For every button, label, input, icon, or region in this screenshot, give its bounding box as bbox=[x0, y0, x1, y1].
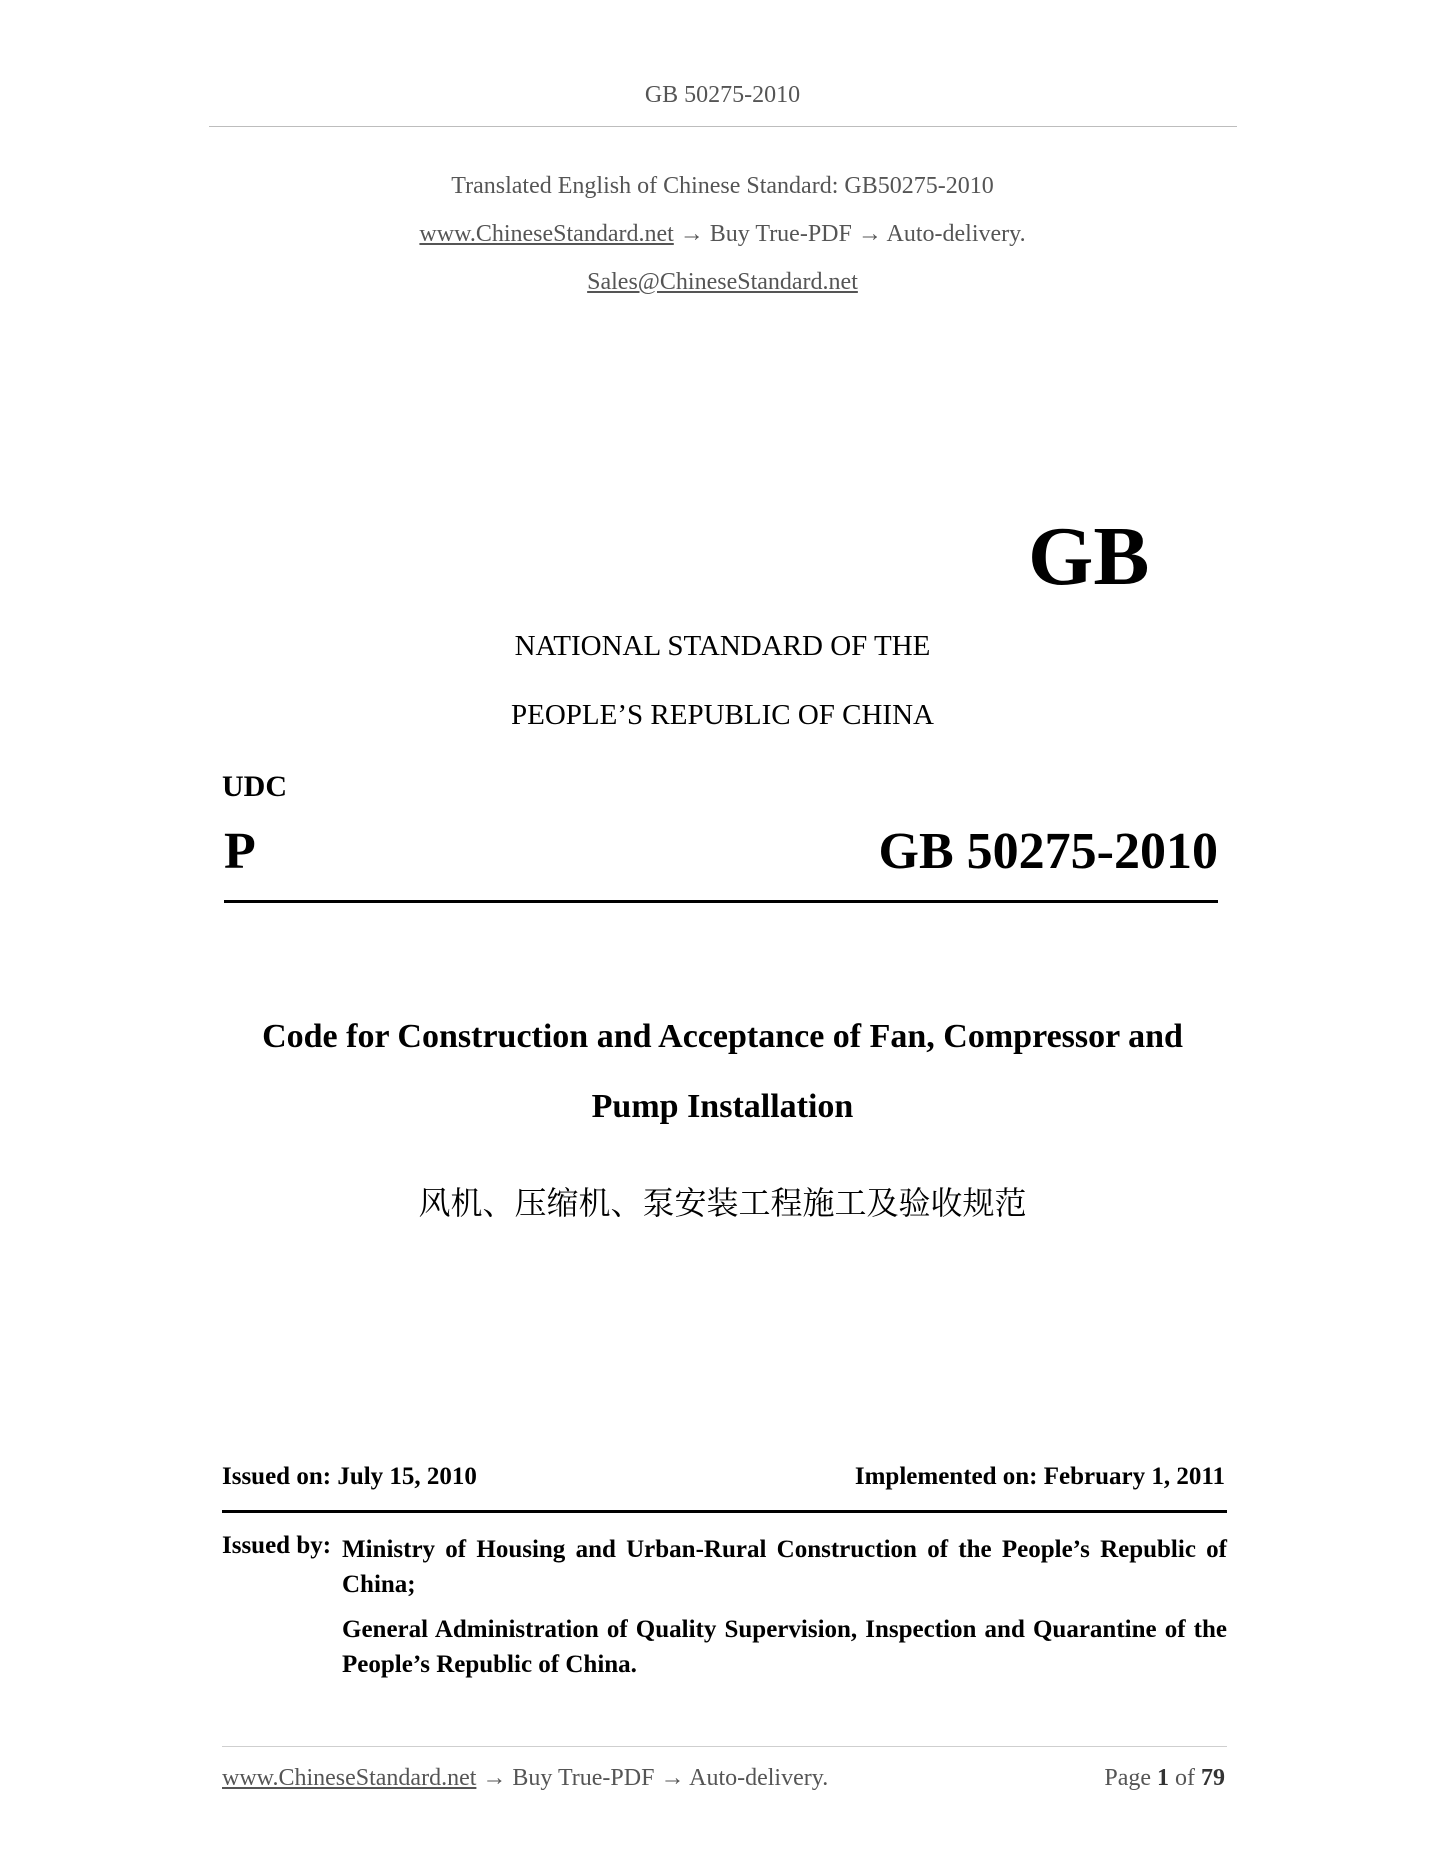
footer-promo bbox=[222, 1765, 828, 1792]
header-divider bbox=[209, 126, 1237, 127]
standard-number-divider bbox=[224, 900, 1218, 903]
page-current: 1 bbox=[1157, 1765, 1169, 1791]
issued-on-date: Issued on: July 15, 2010 bbox=[222, 1463, 477, 1490]
document-title-line-2: Pump Installation bbox=[591, 1088, 854, 1125]
page-total: 79 bbox=[1201, 1765, 1225, 1791]
issuer-ministry: Ministry of Housing and Urban-Rural Construction of the People’s Republic of China; bbox=[342, 1536, 1227, 1598]
dates-divider bbox=[222, 1510, 1227, 1513]
category-letter: P bbox=[224, 823, 256, 880]
issued-by-label: Issued by: bbox=[222, 1532, 332, 1559]
page-label: Page bbox=[1104, 1765, 1151, 1791]
gb-logo: GB bbox=[1028, 510, 1150, 603]
page-of: of bbox=[1175, 1765, 1195, 1791]
page-number bbox=[1104, 1765, 1225, 1792]
footer-site-link[interactable]: www.ChineseStandard.net bbox=[222, 1765, 477, 1791]
footer-promo-rest: → Buy True-PDF → Auto-delivery. bbox=[476, 1765, 829, 1791]
issuer-aqsiq: General Administration of Quality Supervision, Inspection and Quarantine of the People’s Republic of China. bbox=[342, 1616, 1227, 1678]
chinese-title: 风机、压缩机、泵安装工程施工及验收规范 bbox=[418, 1184, 1027, 1222]
national-standard-line-2: PEOPLE’S REPUBLIC OF CHINA bbox=[511, 699, 934, 731]
national-standard-line-1: NATIONAL STANDARD OF THE bbox=[514, 630, 931, 662]
promo-line-2 bbox=[0, 221, 1445, 248]
promo-line-3 bbox=[0, 269, 1445, 296]
promo-line-1: Translated English of Chinese Standard: GB50275-2010 bbox=[451, 173, 994, 199]
document-title bbox=[0, 1002, 1445, 1142]
sales-email-link[interactable]: Sales@ChineseStandard.net bbox=[587, 269, 858, 295]
site-link[interactable]: www.ChineseStandard.net bbox=[419, 221, 674, 247]
standard-number: GB 50275-2010 bbox=[878, 823, 1218, 880]
udc-label: UDC bbox=[222, 770, 287, 803]
footer-divider bbox=[222, 1746, 1227, 1747]
promo-line-2-rest: → Buy True-PDF → Auto-delivery. bbox=[673, 221, 1026, 247]
running-header: GB 50275-2010 bbox=[644, 82, 801, 108]
implemented-on-date: Implemented on: February 1, 2011 bbox=[854, 1463, 1225, 1490]
document-title-line-1: Code for Construction and Acceptance of Fan, Compressor and bbox=[262, 1018, 1183, 1055]
